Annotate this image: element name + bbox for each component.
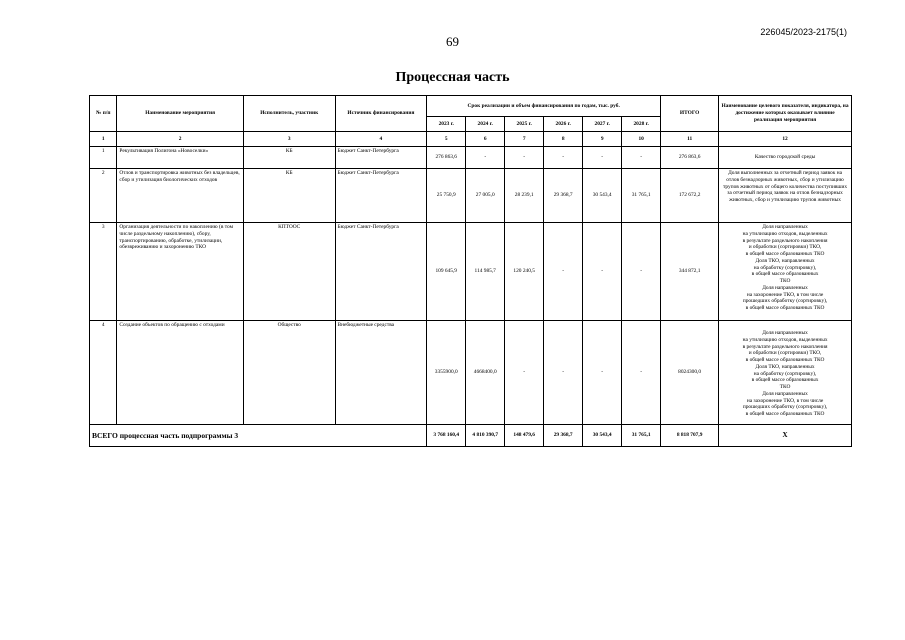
row-total: 344 872,1 (661, 223, 719, 321)
column-number: 2 (117, 132, 243, 147)
column-number: 4 (335, 132, 427, 147)
header-year: 2023 г. (427, 117, 466, 132)
total-label: ВСЕГО процессная часть подпрограммы 3 (90, 425, 427, 447)
indicator-line: на обработку (сортировку), (753, 370, 817, 377)
total-indicator: Х (719, 425, 852, 447)
value-2027: - (583, 147, 622, 169)
column-number-row (90, 132, 852, 147)
row-number: 4 (90, 321, 117, 425)
value-2024: 4668400,0 (466, 321, 505, 425)
row-total: 276 863,6 (661, 147, 719, 169)
column-number: 10 (622, 132, 661, 147)
value-2025: - (505, 321, 544, 425)
header-name: Наименование мероприятия (117, 96, 243, 132)
indicator-line: и обработки (сортировки) ТКО, (748, 244, 822, 251)
indicator: Доля выполненных за отчетный период заявок на отлов безнадзорных животных, сбор и утилизацию трупов животных от общего количества поступивших за отчетный период заявок на отлов безнадзорных животных, сбор и утилизацию трупов животных (719, 169, 852, 223)
total-2025: 148 479,6 (505, 425, 544, 447)
value-2027: - (583, 321, 622, 425)
column-number: 3 (243, 132, 335, 147)
value-2028: - (622, 223, 661, 321)
total-2024: 4 810 390,7 (466, 425, 505, 447)
table-row (90, 147, 852, 169)
indicator-line: на утилизацию отходов, выделенных (742, 336, 828, 343)
indicator (719, 223, 852, 321)
value-2025: - (505, 147, 544, 169)
row-total: 172 672,2 (661, 169, 719, 223)
header-year: 2024 г. (466, 117, 505, 132)
value-2028: - (622, 147, 661, 169)
indicator-line: на утилизацию отходов, выделенных (742, 230, 828, 237)
header-total: ИТОГО (661, 96, 719, 132)
grand-total: 8 818 707,9 (661, 425, 719, 447)
indicator-line: на захоронение ТКО, в том числе (746, 397, 824, 404)
executor: КПТООС (243, 223, 335, 321)
indicator-line: прошедших обработку (сортировку), (742, 404, 828, 411)
indicator-line: Доля направленных (762, 390, 808, 397)
indicator-line: в общей массе образованных ТКО (745, 357, 825, 363)
column-number: 5 (427, 132, 466, 147)
header-year: 2026 г. (544, 117, 583, 132)
indicator-line: в общей массе образованных ТКО (745, 411, 825, 417)
value-2028: 31 765,1 (622, 169, 661, 223)
row-number: 3 (90, 223, 117, 321)
column-number: 6 (466, 132, 505, 147)
value-2027: 30 543,4 (583, 169, 622, 223)
header-indicator: Наименование целевого показателя, индикатора, на достижение которых оказывает влияние реализация мероприятия (719, 96, 852, 132)
row-total: 8024300,0 (661, 321, 719, 425)
indicator-line: ТКО (779, 278, 791, 284)
column-number: 8 (544, 132, 583, 147)
indicator-line: на захоронение ТКО, в том числе (746, 291, 824, 298)
column-number: 1 (90, 132, 117, 147)
indicator-line: Доля ТКО, направленных (755, 257, 815, 264)
column-number: 9 (583, 132, 622, 147)
indicator-line: в результате раздельного накопления (742, 237, 828, 244)
indicator-line: в общей массе образованных ТКО (745, 251, 825, 257)
column-number: 12 (719, 132, 852, 147)
column-number: 7 (505, 132, 544, 147)
total-2023: 3 768 160,4 (427, 425, 466, 447)
row-number: 2 (90, 169, 117, 223)
value-2024: 27 005,0 (466, 169, 505, 223)
executor: КБ (243, 169, 335, 223)
row-number: 1 (90, 147, 117, 169)
total-2026: 29 368,7 (544, 425, 583, 447)
financing-table (89, 95, 852, 447)
funding-source: Бюджет Санкт-Петербурга (335, 147, 427, 169)
indicator-line: на обработку (сортировку), (753, 264, 817, 271)
value-2026: 29 368,7 (544, 169, 583, 223)
header-source: Источник финансирования (335, 96, 427, 132)
value-2026: - (544, 223, 583, 321)
total-2027: 30 543,4 (583, 425, 622, 447)
indicator-line: и обработки (сортировки) ТКО, (748, 350, 822, 357)
value-2024: 114 985,7 (466, 223, 505, 321)
header-year: 2027 г. (583, 117, 622, 132)
header-num: № п/п (90, 96, 117, 132)
header-executor: Исполнитель, участник (243, 96, 335, 132)
funding-source: Внебюджетные средства (335, 321, 427, 425)
value-2025: 120 240,5 (505, 223, 544, 321)
indicator-line: в общей массе образованных (751, 271, 819, 278)
indicator-line: Доля направленных (762, 284, 808, 291)
section-title: Процессная часть (395, 70, 510, 85)
column-number: 11 (661, 132, 719, 147)
header-row (90, 96, 852, 117)
table-row (90, 169, 852, 223)
activity-name: Создание объектов по обращению с отходами (117, 321, 243, 425)
value-2027: - (583, 223, 622, 321)
table-row (90, 223, 852, 321)
value-2026: - (544, 147, 583, 169)
executor: КБ (243, 147, 335, 169)
value-2028: - (622, 321, 661, 425)
value-2023: 109 645,9 (427, 223, 466, 321)
document-code: 226045/2023-2175(1) (760, 27, 847, 37)
indicator-line: прошедших обработку (сортировку), (742, 298, 828, 305)
activity-name: Рекультивация Полигона «Новоселки» (117, 147, 243, 169)
value-2023: 276 863,6 (427, 147, 466, 169)
funding-source: Бюджет Санкт-Петербурга (335, 223, 427, 321)
funding-source: Бюджет Санкт-Петербурга (335, 169, 427, 223)
value-2023: 3355900,0 (427, 321, 466, 425)
table-row (90, 321, 852, 425)
value-2023: 25 750,9 (427, 169, 466, 223)
activity-name: Отлов и транспортировка животных без владельцев, сбор и утилизация биологических отходов (117, 169, 243, 223)
executor: Общество (243, 321, 335, 425)
indicator-line: Доля направленных (762, 224, 808, 230)
header-year: 2025 г. (505, 117, 544, 132)
header-period: Срок реализации и объем финансирования по годам, тыс. руб. (427, 96, 661, 117)
page-number: 69 (446, 34, 459, 49)
indicator-line: в общей массе образованных (751, 377, 819, 384)
total-row (90, 425, 852, 447)
indicator-line: Доля ТКО, направленных (755, 363, 815, 370)
indicator-line: ТКО (779, 384, 791, 390)
value-2024: - (466, 147, 505, 169)
indicator (719, 321, 852, 425)
activity-name: Организация деятельности по накоплению (в том числе раздельному накоплению), сбору, транспортированию, обработке, утилизации, обезвреживанию и захоронению ТКО (117, 223, 243, 321)
indicator: Качество городской среды (719, 147, 852, 169)
total-2028: 31 765,1 (622, 425, 661, 447)
value-2026: - (544, 321, 583, 425)
value-2025: 28 239,1 (505, 169, 544, 223)
indicator-line: в результате раздельного накопления (742, 343, 828, 350)
header-year: 2028 г. (622, 117, 661, 132)
indicator-line: в общей массе образованных ТКО (745, 305, 825, 311)
indicator-line: Доля направленных (762, 330, 808, 336)
